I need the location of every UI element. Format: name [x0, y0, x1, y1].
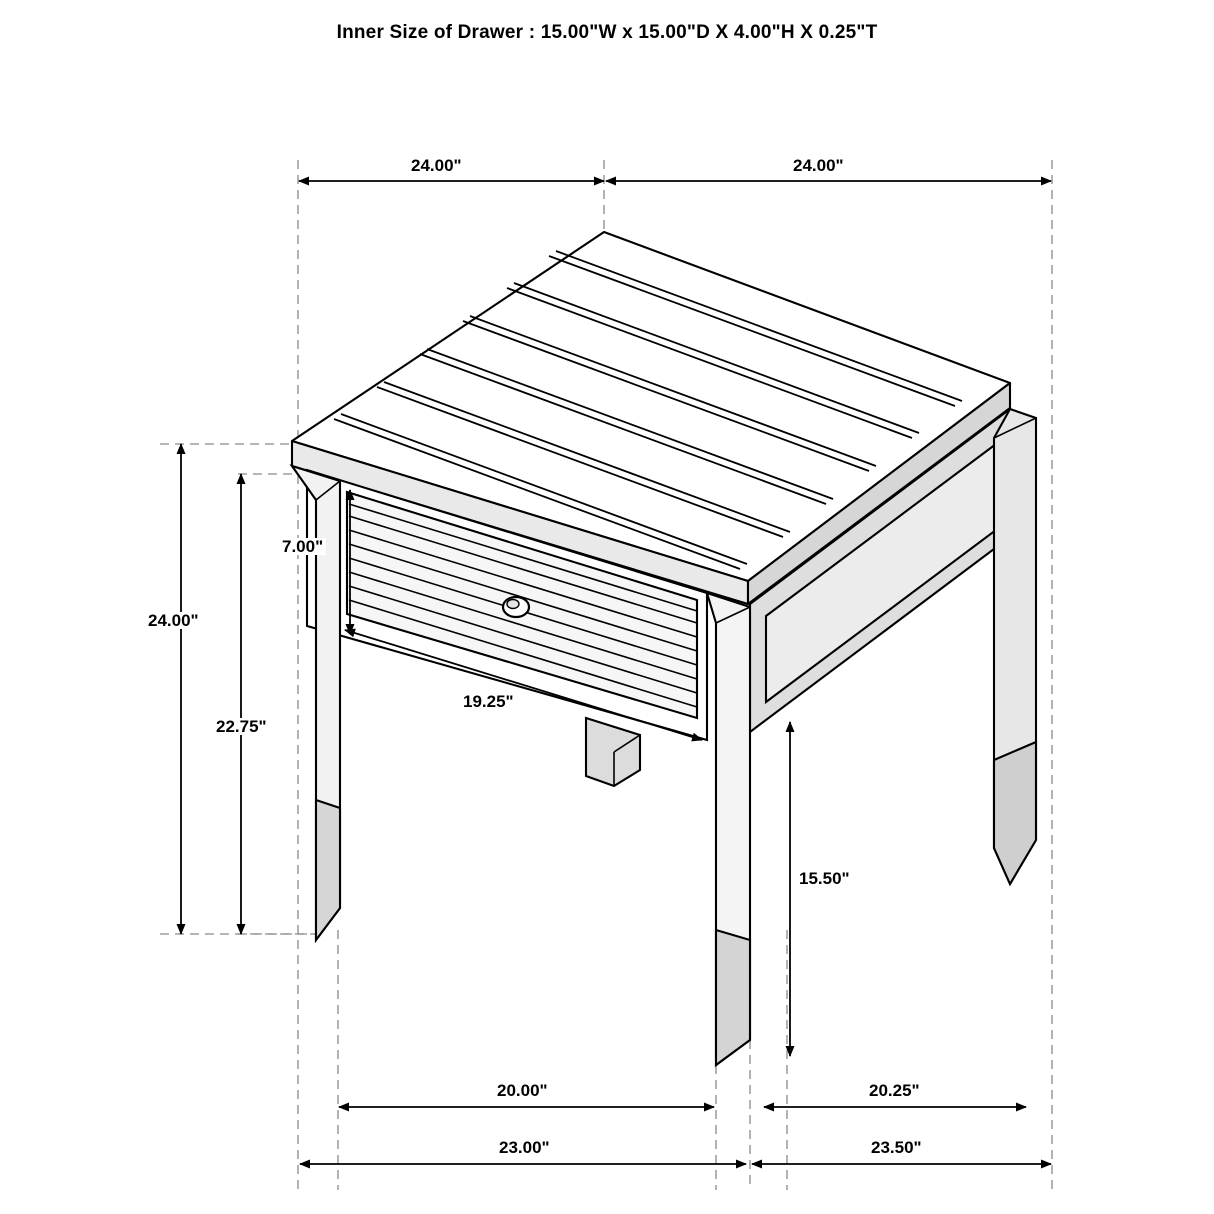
leg-back-right [994, 409, 1036, 884]
label-drawer-height: 7.00" [279, 538, 326, 555]
drawer-knob[interactable] [503, 597, 529, 617]
label-floor-clearance: 15.50" [796, 870, 853, 887]
leg-front-right [707, 593, 750, 1065]
label-overall-height: 24.00" [145, 612, 202, 629]
page-title: Inner Size of Drawer : 15.00"W x 15.00"D X 4.00"H X 0.25"T [336, 22, 878, 43]
label-bottom-left-outer: 23.00" [496, 1139, 553, 1156]
label-drawer-width: 19.25" [460, 693, 517, 710]
label-top-left-width: 24.00" [408, 157, 465, 174]
label-apron-height: 22.75" [213, 718, 270, 735]
label-top-right-width: 24.00" [790, 157, 847, 174]
label-bottom-left-inner: 20.00" [494, 1082, 551, 1099]
label-bottom-right-outer: 23.50" [868, 1139, 925, 1156]
label-bottom-right-inner: 20.25" [866, 1082, 923, 1099]
leg-front-center [586, 718, 640, 786]
